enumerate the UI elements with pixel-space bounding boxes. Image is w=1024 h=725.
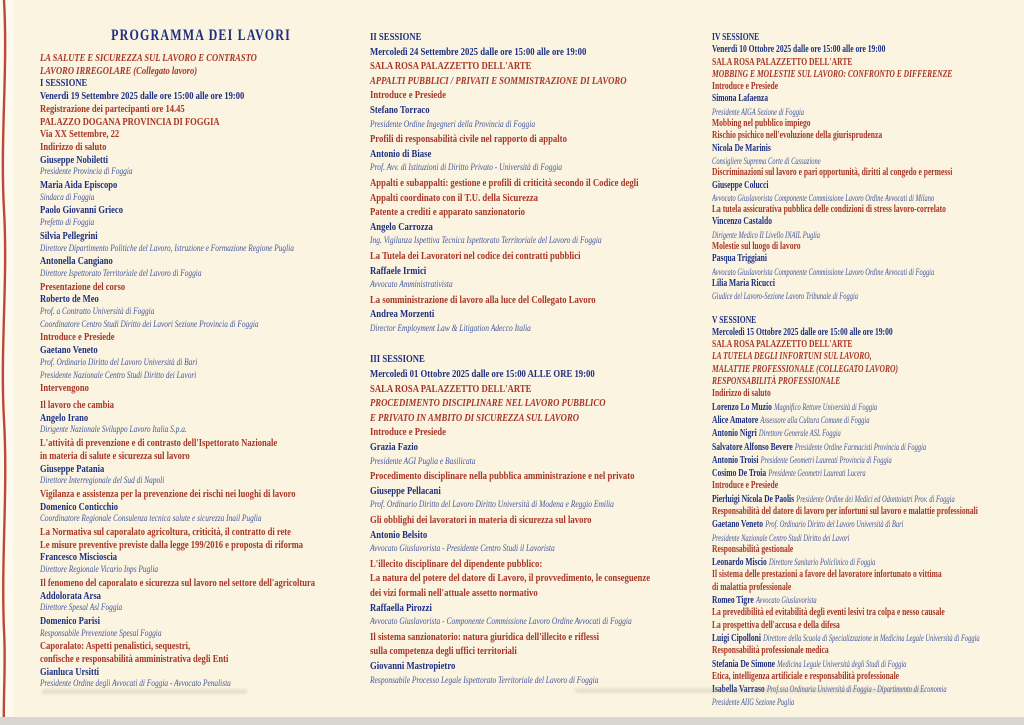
talk-title: Indirizzo di saluto (712, 388, 771, 400)
speaker-role: Prof. Ordinario Diritto del Lavoro Università di Bari (765, 519, 904, 530)
speaker-role: Presidente Geometri Laureati Lucera (768, 468, 866, 479)
speaker-line (712, 467, 1022, 480)
speaker-name: Pasqua Triggiani (712, 253, 767, 265)
speaker-name: Raffaella Pirozzi (370, 601, 432, 614)
talk-title: Il fenomeno del caporalato e sicurezza sul lavoro nel settore dell'agricoltura (40, 576, 316, 589)
speaker-role: Direttore Sanitario Policlinico di Foggia (768, 557, 876, 568)
speaker-line (712, 427, 1022, 440)
venue-line: SALA ROSA PALAZZETTO DELL'ARTE (712, 56, 853, 68)
speaker-name: Giuseppe Nobiletti (40, 153, 109, 166)
session-heading: V SESSIONE (712, 314, 757, 326)
talk-title: Mobbing nel pubblico impiego (712, 118, 811, 130)
speaker-line (712, 441, 1022, 454)
column-1-lines (40, 52, 362, 691)
speaker-role: Direttore della Scuola di Specializzazione in Medicina Legale Università di Foggia (763, 632, 980, 643)
speaker-line (712, 556, 1022, 569)
venue-line: SALA ROSA PALAZZETTO DELL'ARTE (712, 339, 853, 351)
speaker-name: Nicola De Marinis (712, 142, 771, 154)
speaker-name: Grazia Fazio (370, 441, 419, 454)
talk-title: Appalti coordinato con il T.U. della Sicurezza (370, 191, 539, 204)
talk-title: Il sistema delle prestazioni a favore del lavoratore infortunato o vittima (712, 569, 942, 581)
talk-title: Il sistema sanzionatorio: natura giuridica dell'illecito e riflessi (370, 630, 600, 643)
talk-title: Introduce e Presiede (40, 331, 115, 344)
talk-title: Profili di responsabilità civile nel rapporto di appalto (370, 133, 567, 146)
speaker-role: Prof. Ordinario Diritto del Lavoro Università di Bari (40, 357, 198, 368)
session-heading: I SESSIONE (40, 77, 88, 90)
column-sessions-2-3 (370, 30, 702, 688)
session-theme: MOBBING E MOLESTIE SUL LAVORO: CONFRONTO E DIFFERENZE (712, 68, 953, 80)
speaker-name: Maria Aida Episcopo (40, 179, 118, 192)
speaker-role: Assessore alla Cultura Comune di Foggia (760, 414, 870, 425)
speaker-line (712, 493, 1022, 506)
venue-line: SALA ROSA PALAZZETTO DELL'ARTE (370, 382, 532, 395)
speaker-name: Simona Lafaenza (712, 93, 769, 105)
section-gap (370, 336, 702, 352)
talk-title: Indirizzo di saluto (40, 140, 107, 153)
scan-edge-strip (0, 717, 1024, 725)
speaker-role: Sindaca di Foggia (40, 192, 95, 203)
session-theme: LA TUTELA DEGLI INFORTUNI SUL LAVORO, (712, 351, 872, 363)
speaker-name: Roberto de Meo (40, 293, 99, 306)
speaker-name: Domenico Conticchio (40, 500, 119, 513)
session-heading: II SESSIONE (370, 31, 422, 43)
speaker-role: Responsabile Processo Legale Ispettorato Territoriale del Lavoro di Foggia (370, 675, 599, 686)
speaker-role: Presidente Ordine dei Medici ed Odontoiatri Prov. di Foggia (796, 493, 955, 504)
speaker-role: Presidente Geometri Laureati Provincia di Foggia (760, 454, 892, 465)
speaker-name: Giovanni Mastropietro (370, 659, 456, 672)
talk-title: di malattia professionale (712, 581, 792, 593)
section-gap (712, 303, 1022, 315)
venue-line: PALAZZO DOGANA PROVINCIA DI FOGGIA (40, 115, 220, 128)
speaker-name: Giuseppe Colucci (712, 179, 769, 191)
talk-title: Introduce e Presiede (712, 480, 779, 492)
speaker-role: Direttore Interregionale del Sud di Napoli (40, 476, 165, 487)
column-2-lines (370, 30, 702, 688)
speaker-name: Lilia Maria Ricucci (712, 277, 775, 289)
speaker-name: Antonio Belsito (370, 528, 428, 541)
talk-title: Presentazione del corso (40, 280, 126, 293)
speaker-role: Dirigente Nazionale Sviluppo Lavoro Italia S.p.a. (40, 425, 187, 436)
speaker-name: Paolo Giovanni Grieco (40, 204, 123, 217)
speaker-role: Direttore Dipartimento Politiche del Lavoro, Istruzione e Formazione Regione Puglia (40, 243, 294, 254)
talk-title: Caporalato: Aspetti penalistici, sequestri, (40, 640, 191, 653)
speaker-role: Avvocato Giuslavorista Componente Commissione Lavoro Ordine Avvocati di Foggia (712, 266, 935, 277)
speaker-name: Vincenzo Castaldo (712, 216, 772, 228)
speaker-name: Antonio Nigri (712, 428, 757, 440)
talk-title: sulla competenza degli uffici territoriali (370, 645, 517, 658)
talk-title: Etica, intelligenza artificiale e responsabilità professionale (712, 670, 900, 682)
speaker-name: Lorenzo Lo Muzio (712, 401, 772, 413)
speaker-name: Giuseppe Pellacani (370, 484, 441, 497)
speaker-role: Presidente Nazionale Centro Studi Diritto dei Lavori (712, 532, 850, 543)
speaker-role: Avvocato Giuslavorista Componente Commissione Lavoro Ordine Avvocati di Milano (712, 192, 935, 203)
talk-title: L'attività di prevenzione e di contrasto dell'Ispettorato Nazionale (40, 437, 278, 450)
speaker-name: Gianluca Ursitti (40, 665, 100, 678)
speaker-line (712, 658, 1022, 671)
talk-title: in materia di salute e sicurezza sul lavoro (40, 449, 190, 462)
venue-line: SALA ROSA PALAZZETTO DELL'ARTE (370, 60, 532, 73)
column-sessions-4-5 (712, 32, 1022, 709)
speaker-name: Antonio Troisi (712, 454, 759, 466)
speaker-name: Addolorata Arsa (40, 589, 101, 602)
speaker-name: Antonio di Biase (370, 147, 432, 160)
speaker-line (712, 414, 1022, 427)
speaker-role: Presidente AIIG Sezione Puglia (712, 697, 795, 708)
speaker-line (712, 518, 1022, 531)
talk-title: Gli obblighi dei lavoratori in materia di sicurezza sul lavoro (370, 514, 592, 526)
speaker-role: Consigliere Suprema Corte di Cassazione (712, 155, 821, 166)
speaker-name: Giuseppe Patania (40, 462, 105, 475)
session-theme: MALATTIE PROFESSIONALE (COLLEGATO LAVORO) (712, 363, 899, 375)
talk-title: Il lavoro che cambia (40, 398, 115, 411)
session-heading: IV SESSIONE (712, 32, 760, 43)
talk-title: La tutela assicurativa pubblica delle condizioni di stress lavoro-correlato (712, 204, 946, 216)
talk-title: Appalti e subappalti: gestione e profili di criticità secondo il Codice degli (370, 176, 639, 189)
speaker-line (712, 594, 1022, 607)
talk-title: Intervengono (40, 382, 89, 395)
session-theme: E PRIVATO IN AMBITO DI SICUREZZA SUL LAVORO (370, 411, 580, 424)
bleed-through-smudge (42, 689, 247, 694)
speaker-role: Direttore Regionale Vicario Inps Puglia (40, 565, 159, 576)
speaker-name: Alice Amatore (712, 414, 759, 426)
speaker-role: Presidente Provincia di Foggia (40, 167, 133, 178)
speaker-role: Avvocato Giuslavorista - Presidente Centro Studi il Lavorista (370, 544, 555, 555)
talk-title: Patente a crediti e apparato sanzionatorio (370, 206, 526, 219)
speaker-name: Leonardo Miscio (712, 557, 767, 569)
speaker-role: Direttore Ispettorato Territoriale del Lavoro di Foggia (40, 268, 202, 279)
talk-title: Le misure preventive previste dalla legge 199/2016 e proposta di riforma (40, 538, 304, 551)
speaker-role: Presidente AGI Puglia e Basilicata (370, 456, 476, 467)
speaker-role: Presidente Ordine Farmacisti Provincia di Foggia (794, 441, 927, 452)
speaker-role: Coordinatore Regionale Consulenza tecnica salute e sicurezza Inail Puglia (40, 514, 262, 525)
speaker-name: Domenico Parisi (40, 614, 100, 627)
speaker-line (712, 454, 1022, 467)
speaker-name: Romeo Tigre (712, 595, 754, 607)
talk-title: confische e responsabilità amministrativa degli Enti (40, 653, 229, 666)
speaker-role: Direttore Spesal Asl Foggia (40, 603, 123, 614)
speaker-name: Antonella Cangiano (40, 255, 113, 268)
speaker-role: Presidente AIGA Sezione di Foggia (712, 106, 805, 117)
session-theme: APPALTI PUBBLICI / PRIVATI E SOMMISTRAZIONE DI LAVORO (370, 74, 627, 87)
speaker-name: Pierluigi Nicola De Paolis (712, 493, 795, 505)
talk-title: La Tutela dei Lavoratori nel codice dei contratti pubblici (370, 249, 581, 262)
speaker-role: Avvocato Giuslavorista (755, 595, 817, 606)
page-title: PROGRAMMA DEI LAVORI (111, 27, 291, 44)
talk-title: Rischio psichico nell'evoluzione della giurisprudenza (712, 130, 883, 142)
session-theme: RESPONSABILITÀ PROFESSIONALE (712, 376, 841, 388)
speaker-role: Responsabile Prevenzione Spesal Foggia (40, 628, 162, 639)
talk-title: Responsabilità professionale medica (712, 645, 829, 657)
session-theme: LAVORO IRREGOLARE (Collegato lavoro) (40, 64, 198, 77)
speaker-role: Ing. Vigilanza Ispettiva Tecnica Ispettorato Territoriale del Lavoro di Foggia (370, 236, 602, 247)
talk-title: L'illecito disciplinare del dipendente pubblico: (370, 557, 543, 570)
speaker-name: Luigi Cipolloni (712, 632, 761, 644)
talk-title: Discriminazioni sul lavoro e pari opportunità, diritti al congedo e permessi (712, 167, 953, 179)
speaker-name: Stefania De Simone (712, 658, 775, 670)
speaker-name: Angelo Irano (40, 411, 89, 424)
talk-title: Introduce e Presiede (370, 426, 446, 439)
speaker-role: Magnifico Rettore Università di Foggia (774, 401, 878, 412)
speaker-name: Gaetano Veneto (712, 519, 764, 531)
speaker-role: Dirigente Medico II Livello INAIL Puglia (712, 229, 821, 240)
speaker-role: Prof. a Contratto Università di Foggia (40, 307, 155, 318)
bleed-through-smudge (575, 688, 925, 693)
speaker-role: Giudice del Lavoro-Sezione Lavoro Tribunale di Foggia (712, 291, 859, 302)
speaker-role: Presidente Nazionale Centro Studi Diritto dei Lavori (40, 370, 197, 381)
decorative-red-squiggle-icon (0, 0, 14, 725)
session-heading: III SESSIONE (370, 353, 425, 366)
session-theme: PROCEDIMENTO DISCIPLINARE NEL LAVORO PUBBLICO (370, 397, 606, 410)
speaker-name: Gaetano Veneto (40, 344, 98, 357)
talk-title: dei vizi formali nell'attuale assetto normativo (370, 586, 538, 599)
speaker-role: Prof.ssa Ordinaria Università di Foggia - Dipartimento di Economia (766, 684, 947, 695)
talk-title: Introduce e Presiede (370, 89, 446, 102)
speaker-role: Medicina Legale Università degli Studi di Foggia (777, 658, 907, 669)
session-datetime: Venerdì 19 Settembre 2025 dalle ore 15:00 alle ore 19:00 (40, 90, 245, 103)
speaker-role: Prefetto di Foggia (40, 218, 95, 229)
talk-title: Procedimento disciplinare nella pubblica amministrazione e nel privato (370, 470, 635, 483)
speaker-name: Salvatore Alfonso Bevere (712, 441, 793, 453)
session-datetime: Mercoledì 24 Settembre 2025 dalle ore 15:00 alle ore 19:00 (370, 45, 587, 58)
speaker-line (712, 401, 1022, 414)
talk-title: Introduce e Presiede (712, 81, 779, 93)
talk-title: Responsabilità del datore di lavoro per infortuni sul lavoro e malattie professionali (712, 505, 978, 517)
talk-title: La prevedibilità ed evitabilità degli eventi lesivi tra colpa e nesso causale (712, 607, 945, 619)
session-datetime: Mercoledì 01 Ottobre 2025 dalle ore 15:00 ALLE ORE 19:00 (370, 368, 595, 381)
talk-title: La natura del potere del datore di Lavoro, il provvedimento, le conseguenze (370, 572, 651, 585)
session-datetime: Mercoledì 15 Ottobre 2025 dalle ore 15:00 alle ore 19:00 (712, 326, 893, 338)
speaker-name: Cosimo De Troia (712, 468, 767, 480)
speaker-role: Presidente Ordine Ingegneri della Provincia di Foggia (370, 119, 536, 130)
speaker-role: Avvocato Giuslavorista - Componente Commissione Lavoro Ordine Avvocati di Foggia (370, 617, 632, 628)
talk-title: Molestie sul luogo di lavoro (712, 241, 801, 253)
page-fold-strip (0, 0, 14, 725)
talk-title: La somministrazione di lavoro alla luce del Collegato Lavoro (370, 293, 596, 306)
speaker-name: Isabella Varraso (712, 684, 765, 696)
speaker-name: Stefano Torraco (370, 103, 430, 116)
talk-title: La prospettiva dell'accusa e della difesa (712, 619, 840, 631)
talk-title: Registrazione dei partecipanti ore 14.45 (40, 102, 185, 115)
speaker-role: Direttore Generale ASL Foggia (758, 428, 841, 439)
speaker-name: Raffaele Irmici (370, 264, 427, 277)
speaker-role: Director Employment Law & Litigation Adecco Italia (370, 323, 531, 334)
speaker-role: Prof. Ordinario Diritto del Lavoro Diritto Università di Modena e Reggio Emilia (370, 500, 614, 511)
speaker-line (712, 632, 1022, 645)
speaker-role: Coordinatore Centro Studi Diritto dei Lavori Sezione Provincia di Foggia (40, 319, 259, 330)
speaker-role: Avvocato Amministrativista (370, 280, 453, 291)
speaker-name: Francesco Miscioscia (40, 551, 118, 564)
speaker-name: Andrea Morzenti (370, 308, 435, 321)
speaker-name: Angelo Carrozza (370, 220, 433, 233)
talk-title: La Normativa sul caporalato agricoltura, criticità, il contratto di rete (40, 526, 291, 539)
column-session-1 (40, 27, 362, 691)
talk-title: Responsabilità gestionale (712, 543, 794, 555)
speaker-role: Presidente Ordine degli Avvocati di Foggia - Avvocato Penalista (40, 679, 231, 690)
speaker-name: Silvia Pellegrini (40, 229, 98, 242)
speaker-role: Prof. Avv. di Istituzioni di Diritto Privato - Università di Foggia (370, 163, 563, 174)
session-datetime: Venerdì 10 Ottobre 2025 dalle ore 15:00 alle ore 19:00 (712, 44, 886, 56)
talk-title: Vigilanza e assistenza per la prevenzione dei rischi nei luoghi di lavoro (40, 487, 296, 500)
session-theme: LA SALUTE E SICUREZZA SUL LAVORO E CONTRASTO (40, 52, 257, 64)
venue-line: Via XX Settembre, 22 (40, 128, 120, 141)
column-3-lines (712, 32, 1022, 709)
